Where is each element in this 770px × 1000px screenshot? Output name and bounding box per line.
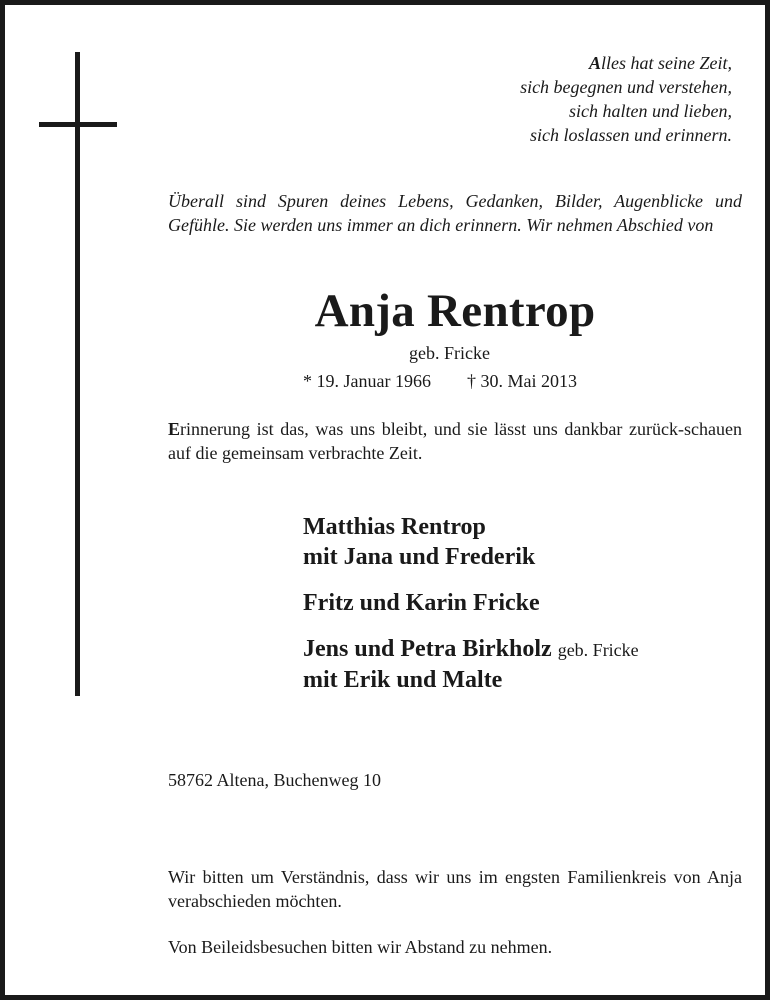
cross-icon-vertical [75,52,80,696]
mourner-line: Fritz und Karin Fricke [303,590,540,616]
mourner-line: Jens und Petra Birkholz geb. Fricke [303,636,639,662]
request-text: Wir bitten um Verständnis, dass wir uns im engsten Familienkreis von Anja verabschieden möchten. [168,867,742,911]
deceased-name: Anja Rentrop [314,285,596,337]
mourner-line: mit Jana und Frederik [303,544,536,570]
mourner-line: Matthias Rentrop [303,514,486,540]
poem-line: sich halten und lieben, [569,101,732,121]
maiden-name-note: geb. Fricke [557,640,639,660]
maiden-name: geb. Fricke [409,343,490,363]
death-date: † 30. Mai 2013 [466,371,577,391]
poem [332,51,732,147]
birth-date: * 19. Januar 1966 [303,371,431,391]
poem-line: sich loslassen und erinnern. [530,125,732,145]
life-dates [303,370,577,392]
mourners-list [303,512,743,695]
memory-text: Erinnerung ist das, was uns bleibt, und sie lässt uns dankbar zurück-schauen auf die gemeinsam verbrachte Zeit. [168,419,742,463]
condolence-note: Von Beileidsbesuchen bitten wir Abstand zu nehmen. [168,937,553,957]
intro-text: Überall sind Spuren deines Lebens, Gedanken, Bilder, Augenblicke und Gefühle. Sie werden uns immer an dich erinnern. Wir nehmen Abschied von [168,191,742,235]
cross-icon-horizontal [39,122,117,127]
poem-line: Alles hat seine Zeit, [589,53,732,73]
mourner-line: mit Erik und Malte [303,667,503,693]
poem-line: sich begegnen und verstehen, [520,77,732,97]
address: 58762 Altena, Buchenweg 10 [168,770,381,790]
